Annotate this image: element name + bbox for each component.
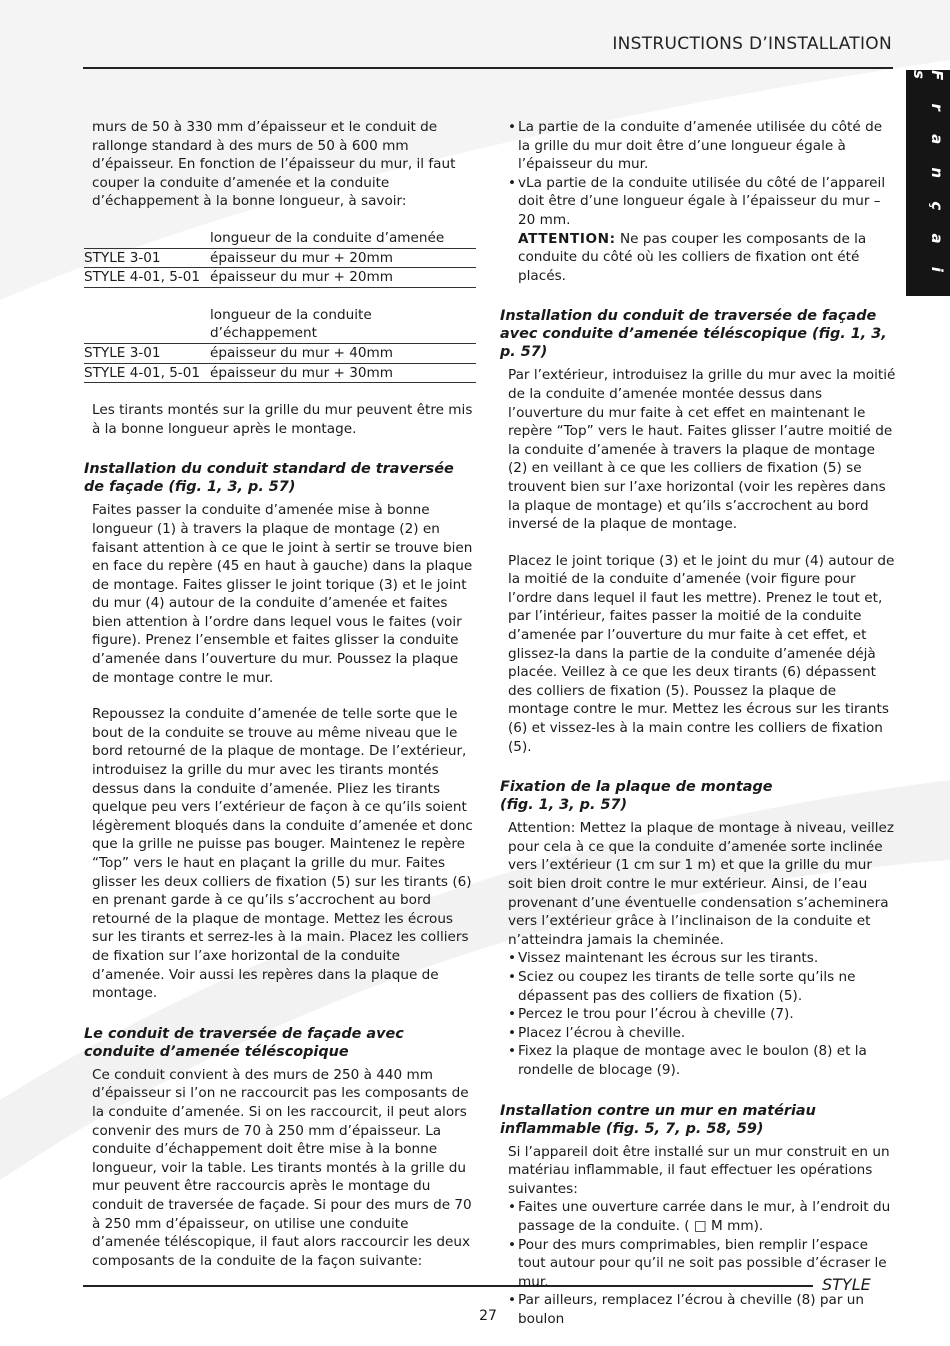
- left-column: [84, 118, 476, 1288]
- list-item: • La partie de la conduite d’amenée utilisée du côté de la grille du mur doit être d’une longueur égale à l’épaisseur du mur.: [508, 118, 896, 174]
- list-item: • vLa partie de la conduite utilisée du côté de l’appareil doit être d’une longueur égale à l’épaisseur du mur – 20 mm.: [508, 174, 896, 230]
- section-heading: Le conduit de traversée de façade avec conduite d’amenée téléscopique: [84, 1025, 404, 1060]
- page-number: 27: [479, 1308, 497, 1324]
- table-cell: STYLE 3-01: [84, 343, 210, 363]
- list-item: • Faites une ouverture carrée dans le mur, à l’endroit du passage de la conduite. ( □ M mm).: [508, 1198, 896, 1235]
- language-tab: [906, 70, 950, 296]
- header-rule: [83, 67, 893, 69]
- intro-paragraph: murs de 50 à 330 mm d’épaisseur et le conduit de rallonge standard à des murs de 50 à 600 mm d’épaisseur. En fonction de l’épaisseur du mur, il faut couper la conduite d’amenée et la conduite d’échappement à la bonne longueur, à savoir:: [92, 119, 456, 210]
- list-item: • Par ailleurs, remplacez l’écrou à cheville (8) par un boulon: [508, 1291, 896, 1328]
- header-title: INSTRUCTIONS D’INSTALLATION: [612, 34, 892, 54]
- section-heading: Installation du conduit standard de traversée de façade (fig. 1, 3, p. 57): [84, 461, 454, 496]
- section-paragraph: Placez le joint torique (3) et le joint du mur (4) autour de la moitié de la conduite d’amenée (voir figure pour l’ordre dans lequel il faut les mettre). Prenez le tout et, par l’intérieur, faites passer la moitié de la conduite d’amenée par l’ouverture du mur faite à cet effet, et glissez-la dans la partie de la conduite d’amenée déjà placée. Veillez à ce que les deux tirants (6) dépassent des colliers de fixation (5). Poussez la plaque de montage contre le mur. Mettez les écrous sur les tirants (6) et vissez-les à la main contre les colliers de fixation (5).: [508, 552, 895, 755]
- footer-brand: STYLE: [822, 1275, 871, 1294]
- exhaust-length-table: [84, 306, 476, 383]
- language-tab-label: F r a n ç a i s: [910, 70, 946, 281]
- section-heading-line: (fig. 1, 3, p. 57): [500, 797, 628, 814]
- section-paragraph: Par l’extérieur, introduisez la grille du mur avec la moitié de la conduite d’amenée montée dessus dans l’ouverture du mur faite à cet effet en maintenant le repère “Top” vers le haut. Faites glisser l’autre moitié de la conduite d’amenée à travers la plaque de montage (2) en veillant à ce que les colliers de fixation (5) se trouvent bien sur l’axe horizontal (voir les repères dans la plaque de montage) et qu’ils s’accrochent au bord inversé de la plaque de montage.: [508, 367, 896, 533]
- section-paragraph: Repoussez la conduite d’amenée de telle sorte que le bout de la conduite se trouve au même niveau que le bord retourné de la plaque de montage. De l’extérieur, introduisez la grille du mur avec les tirants montés dessus dans la conduite d’amenée. Pliez les tirants quelque peu vers l’extérieur de façon à ce qu’ils soient légèrement bloqués dans la conduite d’amenée et donc que la grille ne puisse pas bouger. Maintenez le repère “Top” vers le haut en plaçant la grille du mur. Faites glisser les deux colliers de fixation (5) sur les tirants (6) en prenant garde à ce qu’ils s’accrochent au bord retourné de la plaque de montage. Mettez les écrous sur les tirants et serrez-les à la main. Placez les colliers de fixation sur l’axe horizontal de la conduite d’amenée. Voir aussi les repères dans la plaque de montage.: [92, 706, 473, 1002]
- list-item: • Vissez maintenant les écrous sur les tirants.: [508, 949, 896, 968]
- attention-text: Ne pas couper les composants de la conduite du côté où les colliers de fixation ont été placés.: [518, 230, 867, 284]
- bullet-list: [508, 949, 896, 1079]
- table-cell: STYLE 4-01, 5-01: [84, 363, 210, 383]
- bullet-list: [508, 118, 896, 230]
- section-heading-line: Fixation de la plaque de montage: [500, 779, 773, 796]
- table-cell: STYLE 4-01, 5-01: [84, 268, 210, 288]
- section-paragraph: Attention: Mettez la plaque de montage à niveau, veillez pour cela à ce que la conduite d’amenée sorte inclinée vers l’extérieur (1 cm sur 1 m) et que la grille du mur soit bien droit contre le mur extérieur. Ainsi, de l’eau provenant d’une éventuelle condensation s’acheminera vers l’extérieur grâce à l’inclinaison de la conduite et n’atteindra jamais la cheminée.: [508, 820, 895, 948]
- attention-label: ATTENTION:: [518, 230, 616, 247]
- table-header: longueur de la conduite d’échappement: [210, 306, 476, 344]
- section-paragraph: Faites passer la conduite d’amenée mise à bonne longueur (1) à travers la plaque de montage (2) en faisant attention à ce que le joint à sertir se trouve bien en face du repère (45 en haut à gauche) dans la plaque de montage. Faites glisser le joint torique (3) et le joint du mur (4) autour de la conduite d’amenée et faites bien attention à l’ordre dans lequel vous le faites (voir figure). Prenez l’ensemble et faites glisser la conduite d’amenée dans l’ouverture du mur. Poussez la plaque de montage contre le mur.: [92, 502, 473, 686]
- section-paragraph: Ce conduit convient à des murs de 250 à 440 mm d’épaisseur si l’on ne raccourcit pas les composants de la conduite d’amenée. Si on les raccourcit, il peut alors convenir des murs de 70 à 250 mm d’épaisseur. La conduite d’échappement doit être mise à la bonne longueur, voir la table. Les tirants montés à la grille du mur peuvent être raccourcis après le montage du conduit de traversée de façade. Si pour des murs de 70 à 250 mm d’épaisseur, on utilise une conduite d’amenée téléscopique, il faut alors raccourcir les deux composants de la conduite de la façon suivante:: [92, 1066, 472, 1269]
- section-heading: Installation du conduit de traversée de façade avec conduite d’amenée téléscopique (fig. 1, 3, p. 57): [500, 308, 887, 361]
- table-cell: épaisseur du mur + 40mm: [210, 343, 476, 363]
- intake-length-table: [84, 229, 476, 288]
- tirants-note: Les tirants montés sur la grille du mur peuvent être mis à la bonne longueur après le montage.: [92, 402, 473, 437]
- list-item: • Percez le trou pour l’écrou à cheville (7).: [508, 1005, 896, 1024]
- list-item: • Fixez la plaque de montage avec le boulon (8) et la rondelle de blocage (9).: [508, 1042, 896, 1079]
- bullet-list: [508, 1198, 896, 1328]
- section-heading: Installation contre un mur en matériau inflammable (fig. 5, 7, p. 58, 59): [500, 1102, 816, 1137]
- list-item: • Pour des murs comprimables, bien remplir l’espace tout autour pour qu’il ne soit pas possible d’écraser le mur.: [508, 1236, 896, 1292]
- table-cell: STYLE 3-01: [84, 248, 210, 268]
- attention-note: [508, 230, 896, 286]
- right-column: [500, 118, 896, 1346]
- table-cell: épaisseur du mur + 30mm: [210, 363, 476, 383]
- section-paragraph: Si l’appareil doit être installé sur un mur construit en un matériau inflammable, il faut effectuer les opérations suivantes:: [508, 1143, 890, 1197]
- section-heading: [500, 778, 896, 814]
- table-cell: épaisseur du mur + 20mm: [210, 268, 476, 288]
- list-item: • Sciez ou coupez les tirants de telle sorte qu’ils ne dépassent pas des colliers de fixation (5).: [508, 968, 896, 1005]
- table-cell: épaisseur du mur + 20mm: [210, 248, 476, 268]
- table-header: longueur de la conduite d’amenée: [210, 229, 476, 248]
- list-item: • Placez l’écrou à cheville.: [508, 1024, 896, 1043]
